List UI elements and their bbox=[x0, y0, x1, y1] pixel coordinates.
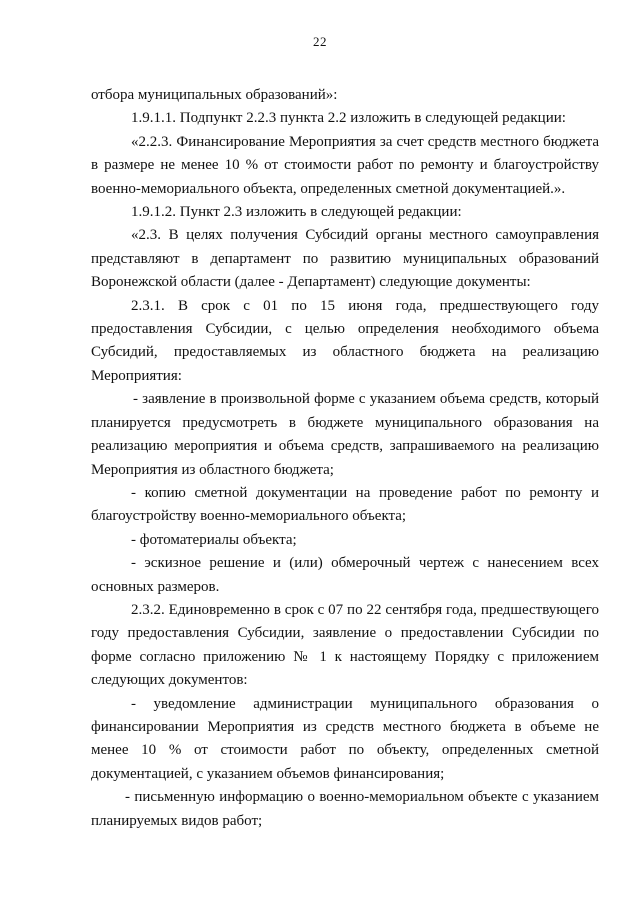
document-body bbox=[91, 84, 599, 833]
list-item: - фотоматериалы объекта; bbox=[131, 531, 297, 548]
paragraph: «2.2.3. Финансирование Мероприятия за счет средств местного бюджета в размере не менее 10 % от стоимости работ по ремонту и благоустройству военно-мемориального объекта, определенных сметной документацией.». bbox=[91, 133, 599, 197]
paragraph: 2.3.2. Единовременно в срок с 07 по 22 сентября года, предшествующего году предоставления Субсидии, заявление о предоставлении Субсидии по форме согласно приложению № 1 к настоящему Порядку с приложением следующих документов: bbox=[91, 601, 599, 689]
paragraph: 2.3.1. В срок с 01 по 15 июня года, предшествующего году предоставления Субсидии, с целью определения необходимого объема Субсидий, предоставляемых из областного бюджета на реализацию Мероприятия: bbox=[91, 297, 599, 384]
paragraph: отбора муниципальных образований»: bbox=[91, 87, 338, 103]
paragraph: 1.9.1.1. Подпункт 2.2.3 пункта 2.2 изложить в следующей редакции: bbox=[131, 110, 566, 127]
list-item: - заявление в произвольной форме с указанием объема средств, который планируется предусмотреть в бюджете муниципального образования на реализацию мероприятия и объема средств, запрашиваемого на реализацию Мероприятия из областного бюджета; bbox=[91, 391, 599, 478]
paragraph: 1.9.1.2. Пункт 2.3 изложить в следующей редакции: bbox=[131, 204, 462, 221]
list-item: - копию сметной документации на проведение работ по ремонту и благоустройству военно-мемориального объекта; bbox=[91, 484, 599, 525]
paragraph: «2.3. В целях получения Субсидий органы местного самоуправления представляют в департамент по развитию муниципальных образований Воронежской области (далее - Департамент) следующие документы: bbox=[91, 227, 599, 291]
list-item: - уведомление администрации муниципального образования о финансировании Мероприятия из средств местного бюджета в объеме не менее 10 % от стоимости работ по объекту, определенных сметной документацией, с указанием объемов финансирования; bbox=[91, 695, 599, 782]
list-item: - эскизное решение и (или) обмерочный чертеж с нанесением всех основных размеров. bbox=[91, 555, 599, 595]
page-number: 22 bbox=[313, 34, 327, 49]
list-item: - письменную информацию о военно-мемориальном объекте с указанием планируемых видов работ; bbox=[91, 789, 599, 829]
